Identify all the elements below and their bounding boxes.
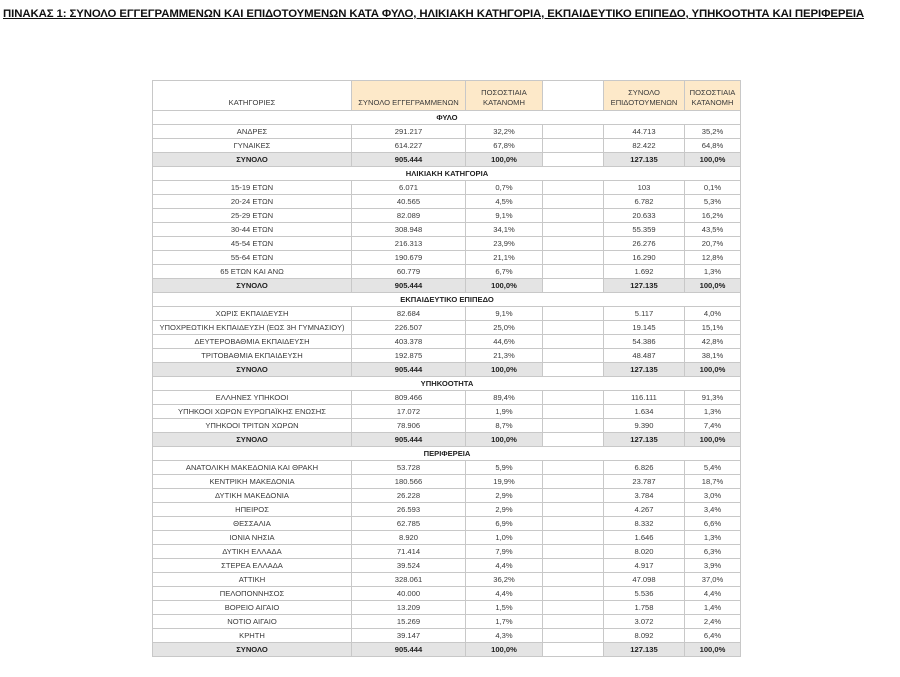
total-subsidized-total-cell: 127.135 [604, 363, 685, 377]
subsidized-total-cell: 4.917 [604, 559, 685, 573]
subsidized-total-cell: 82.422 [604, 139, 685, 153]
header-subsidized-total-line2: ΕΠΙΔΟΤΟΥΜΕΝΩΝ [610, 98, 678, 107]
category-cell: ΧΩΡΙΣ ΕΚΠΑΙΔΕΥΣΗ [153, 307, 352, 321]
registered-pct-cell: 6,9% [466, 517, 543, 531]
table-row [153, 489, 741, 503]
category-cell: ΚΕΝΤΡΙΚΗ ΜΑΚΕΔΟΝΙΑ [153, 475, 352, 489]
total-row [153, 153, 741, 167]
table-row [153, 209, 741, 223]
category-cell: 30-44 ΕΤΩΝ [153, 223, 352, 237]
total-category-cell: ΣΥΝΟΛΟ [153, 153, 352, 167]
total-registered-total-cell: 905.444 [352, 153, 466, 167]
total-registered-total-cell: 905.444 [352, 279, 466, 293]
spacer-cell [543, 559, 604, 573]
section-blank-cell [543, 111, 741, 125]
header-registered-total: ΣΥΝΟΛΟ ΕΓΓΕΓΡΑΜΜΕΝΩΝ [352, 81, 466, 111]
header-registered-pct-line1: ΠΟΣΟΣΤΙΑΙΑ [481, 88, 527, 97]
category-cell: ΔΥΤΙΚΗ ΕΛΛΑΔΑ [153, 545, 352, 559]
subsidized-total-cell: 54.386 [604, 335, 685, 349]
spacer-cell [543, 209, 604, 223]
header-subsidized-pct-line2: ΚΑΤΑΝΟΜΗ [691, 98, 734, 107]
subsidized-total-cell: 20.633 [604, 209, 685, 223]
total-subsidized-total-cell: 127.135 [604, 643, 685, 657]
total-registered-total-cell: 905.444 [352, 643, 466, 657]
total-category-cell: ΣΥΝΟΛΟ [153, 279, 352, 293]
spacer-cell [543, 615, 604, 629]
registered-total-cell: 78.906 [352, 419, 466, 433]
spacer-cell [543, 475, 604, 489]
section-blank-cell [543, 167, 741, 181]
table-row [153, 461, 741, 475]
registered-total-cell: 6.071 [352, 181, 466, 195]
registered-pct-cell: 4,5% [466, 195, 543, 209]
section-header-row [153, 111, 741, 125]
category-cell: ΑΝΑΤΟΛΙΚΗ ΜΑΚΕΔΟΝΙΑ ΚΑΙ ΘΡΑΚΗ [153, 461, 352, 475]
spacer-cell [543, 517, 604, 531]
section-title: ΗΛΙΚΙΑΚΗ ΚΑΤΗΓΟΡΙΑ [352, 167, 543, 181]
spacer-cell [543, 181, 604, 195]
table-row [153, 629, 741, 643]
statistics-table [152, 80, 741, 657]
table-header-row [153, 81, 741, 111]
subsidized-pct-cell: 42,8% [685, 335, 741, 349]
section-header-row [153, 377, 741, 391]
category-cell: ΒΟΡΕΙΟ ΑΙΓΑΙΟ [153, 601, 352, 615]
subsidized-pct-cell: 1,3% [685, 265, 741, 279]
spacer-cell [543, 153, 604, 167]
registered-total-cell: 82.089 [352, 209, 466, 223]
spacer-cell [543, 545, 604, 559]
total-row [153, 363, 741, 377]
subsidized-pct-cell: 3,4% [685, 503, 741, 517]
subsidized-pct-cell: 91,3% [685, 391, 741, 405]
registered-pct-cell: 0,7% [466, 181, 543, 195]
category-cell: 15-19 ΕΤΩΝ [153, 181, 352, 195]
registered-total-cell: 40.000 [352, 587, 466, 601]
spacer-cell [543, 307, 604, 321]
registered-total-cell: 71.414 [352, 545, 466, 559]
registered-pct-cell: 32,2% [466, 125, 543, 139]
registered-pct-cell: 4,4% [466, 559, 543, 573]
section-title: ΕΚΠΑΙΔΕΥΤΙΚΟ ΕΠΙΠΕΔΟ [352, 293, 543, 307]
header-categories: ΚΑΤΗΓΟΡΙΕΣ [153, 81, 352, 111]
subsidized-pct-cell: 6,4% [685, 629, 741, 643]
registered-total-cell: 180.566 [352, 475, 466, 489]
registered-total-cell: 60.779 [352, 265, 466, 279]
category-cell: 25-29 ΕΤΩΝ [153, 209, 352, 223]
registered-pct-cell: 1,7% [466, 615, 543, 629]
table-row [153, 181, 741, 195]
spacer-cell [543, 223, 604, 237]
section-blank-cell [153, 111, 352, 125]
section-blank-cell [153, 377, 352, 391]
section-title: ΦΥΛΟ [352, 111, 543, 125]
category-cell: ΥΠΟΧΡΕΩΤΙΚΗ ΕΚΠΑΙΔΕΥΣΗ (ΕΩΣ 3Η ΓΥΜΝΑΣΙΟΥ) [153, 321, 352, 335]
header-subsidized-pct-line1: ΠΟΣΟΣΤΙΑΙΑ [689, 88, 736, 97]
total-category-cell: ΣΥΝΟΛΟ [153, 433, 352, 447]
category-cell: 55-64 ΕΤΩΝ [153, 251, 352, 265]
registered-pct-cell: 9,1% [466, 307, 543, 321]
section-blank-cell [543, 447, 741, 461]
total-registered-pct-cell: 100,0% [466, 153, 543, 167]
subsidized-pct-cell: 37,0% [685, 573, 741, 587]
subsidized-pct-cell: 43,5% [685, 223, 741, 237]
subsidized-total-cell: 6.782 [604, 195, 685, 209]
subsidized-total-cell: 1.758 [604, 601, 685, 615]
subsidized-total-cell: 16.290 [604, 251, 685, 265]
total-category-cell: ΣΥΝΟΛΟ [153, 643, 352, 657]
table-row [153, 195, 741, 209]
registered-total-cell: 13.209 [352, 601, 466, 615]
subsidized-total-cell: 8.092 [604, 629, 685, 643]
subsidized-pct-cell: 4,0% [685, 307, 741, 321]
subsidized-pct-cell: 2,4% [685, 615, 741, 629]
spacer-cell [543, 587, 604, 601]
registered-pct-cell: 1,0% [466, 531, 543, 545]
registered-total-cell: 26.593 [352, 503, 466, 517]
table-row [153, 265, 741, 279]
registered-pct-cell: 36,2% [466, 573, 543, 587]
subsidized-pct-cell: 35,2% [685, 125, 741, 139]
category-cell: ΠΕΛΟΠΟΝΝΗΣΟΣ [153, 587, 352, 601]
table-row [153, 517, 741, 531]
subsidized-pct-cell: 3,0% [685, 489, 741, 503]
registered-pct-cell: 44,6% [466, 335, 543, 349]
table-row [153, 573, 741, 587]
section-blank-cell [153, 447, 352, 461]
registered-total-cell: 8.920 [352, 531, 466, 545]
subsidized-total-cell: 55.359 [604, 223, 685, 237]
registered-pct-cell: 5,9% [466, 461, 543, 475]
spacer-cell [543, 643, 604, 657]
registered-total-cell: 82.684 [352, 307, 466, 321]
category-cell: ΥΠΗΚΟΟΙ ΧΩΡΩΝ ΕΥΡΩΠΑΪΚΗΣ ΕΝΩΣΗΣ [153, 405, 352, 419]
section-title: ΥΠΗΚΟΟΤΗΤΑ [352, 377, 543, 391]
header-subsidized-pct [685, 81, 741, 111]
section-header-row [153, 167, 741, 181]
table-row [153, 419, 741, 433]
total-subsidized-total-cell: 127.135 [604, 433, 685, 447]
registered-pct-cell: 9,1% [466, 209, 543, 223]
table-row [153, 545, 741, 559]
subsidized-pct-cell: 6,3% [685, 545, 741, 559]
header-registered-pct-line2: ΚΑΤΑΝΟΜΗ [483, 98, 525, 107]
category-cell: ΑΝΔΡΕΣ [153, 125, 352, 139]
registered-pct-cell: 4,4% [466, 587, 543, 601]
spacer-cell [543, 503, 604, 517]
category-cell: ΔΕΥΤΕΡΟΒΑΘΜΙΑ ΕΚΠΑΙΔΕΥΣΗ [153, 335, 352, 349]
document-title: ΠΙΝΑΚΑΣ 1: ΣΥΝΟΛΟ ΕΓΓΕΓΡΑΜΜΕΝΩΝ ΚΑΙ ΕΠΙΔΟΤΟΥΜΕΝΩΝ ΚΑΤΑ ΦΥΛΟ, ΗΛΙΚΙΑΚΗ ΚΑΤΗΓΟΡΙΑ, ΕΚΠΑΙΔΕΥΤΙΚΟ ΕΠΙΠΕΔΟ, ΥΠΗΚΟΟΤΗΤΑ ΚΑΙ ΠΕΡΙΦΕΡΕΙΑ [3, 8, 865, 20]
table-row [153, 587, 741, 601]
subsidized-total-cell: 5.117 [604, 307, 685, 321]
section-header-row [153, 447, 741, 461]
subsidized-total-cell: 3.072 [604, 615, 685, 629]
category-cell: 20-24 ΕΤΩΝ [153, 195, 352, 209]
registered-total-cell: 15.269 [352, 615, 466, 629]
spacer-cell [543, 433, 604, 447]
spacer-cell [543, 139, 604, 153]
registered-total-cell: 26.228 [352, 489, 466, 503]
category-cell: ΣΤΕΡΕΑ ΕΛΛΑΔΑ [153, 559, 352, 573]
total-subsidized-pct-cell: 100,0% [685, 279, 741, 293]
subsidized-pct-cell: 4,4% [685, 587, 741, 601]
subsidized-total-cell: 23.787 [604, 475, 685, 489]
table-row [153, 559, 741, 573]
subsidized-total-cell: 103 [604, 181, 685, 195]
subsidized-total-cell: 1.634 [604, 405, 685, 419]
registered-total-cell: 17.072 [352, 405, 466, 419]
table-row [153, 125, 741, 139]
table-row [153, 391, 741, 405]
category-cell: ΙΟΝΙΑ ΝΗΣΙΑ [153, 531, 352, 545]
section-blank-cell [543, 293, 741, 307]
table-row [153, 307, 741, 321]
subsidized-total-cell: 26.276 [604, 237, 685, 251]
table-row [153, 601, 741, 615]
total-subsidized-pct-cell: 100,0% [685, 153, 741, 167]
table-row [153, 503, 741, 517]
table-row [153, 139, 741, 153]
category-cell: ΓΥΝΑΙΚΕΣ [153, 139, 352, 153]
table-row [153, 321, 741, 335]
registered-pct-cell: 6,7% [466, 265, 543, 279]
registered-total-cell: 190.679 [352, 251, 466, 265]
subsidized-pct-cell: 1,3% [685, 531, 741, 545]
spacer-cell [543, 279, 604, 293]
registered-total-cell: 308.948 [352, 223, 466, 237]
subsidized-pct-cell: 0,1% [685, 181, 741, 195]
registered-pct-cell: 1,5% [466, 601, 543, 615]
subsidized-total-cell: 48.487 [604, 349, 685, 363]
spacer-cell [543, 461, 604, 475]
spacer-cell [543, 265, 604, 279]
registered-pct-cell: 19,9% [466, 475, 543, 489]
subsidized-total-cell: 116.111 [604, 391, 685, 405]
section-title: ΠΕΡΙΦΕΡΕΙΑ [352, 447, 543, 461]
registered-pct-cell: 21,1% [466, 251, 543, 265]
total-registered-total-cell: 905.444 [352, 363, 466, 377]
spacer-cell [543, 531, 604, 545]
total-row [153, 643, 741, 657]
subsidized-total-cell: 5.536 [604, 587, 685, 601]
category-cell: ΤΡΙΤΟΒΑΘΜΙΑ ΕΚΠΑΙΔΕΥΣΗ [153, 349, 352, 363]
table-row [153, 237, 741, 251]
total-row [153, 279, 741, 293]
registered-pct-cell: 25,0% [466, 321, 543, 335]
subsidized-total-cell: 8.020 [604, 545, 685, 559]
registered-total-cell: 39.147 [352, 629, 466, 643]
subsidized-pct-cell: 1,4% [685, 601, 741, 615]
total-category-cell: ΣΥΝΟΛΟ [153, 363, 352, 377]
table-row [153, 531, 741, 545]
registered-total-cell: 39.524 [352, 559, 466, 573]
header-subsidized-total [604, 81, 685, 111]
category-cell: ΥΠΗΚΟΟΙ ΤΡΙΤΩΝ ΧΩΡΩΝ [153, 419, 352, 433]
subsidized-total-cell: 1.692 [604, 265, 685, 279]
section-blank-cell [153, 167, 352, 181]
registered-total-cell: 328.061 [352, 573, 466, 587]
spacer-cell [543, 601, 604, 615]
registered-total-cell: 403.378 [352, 335, 466, 349]
subsidized-total-cell: 1.646 [604, 531, 685, 545]
subsidized-total-cell: 44.713 [604, 125, 685, 139]
spacer-cell [543, 237, 604, 251]
subsidized-pct-cell: 5,3% [685, 195, 741, 209]
registered-pct-cell: 4,3% [466, 629, 543, 643]
category-cell: ΚΡΗΤΗ [153, 629, 352, 643]
spacer-cell [543, 629, 604, 643]
subsidized-total-cell: 19.145 [604, 321, 685, 335]
subsidized-pct-cell: 6,6% [685, 517, 741, 531]
subsidized-total-cell: 3.784 [604, 489, 685, 503]
total-subsidized-pct-cell: 100,0% [685, 433, 741, 447]
category-cell: ΝΟΤΙΟ ΑΙΓΑΙΟ [153, 615, 352, 629]
header-subsidized-total-line1: ΣΥΝΟΛΟ [628, 88, 660, 97]
subsidized-pct-cell: 18,7% [685, 475, 741, 489]
total-subsidized-total-cell: 127.135 [604, 279, 685, 293]
registered-total-cell: 226.507 [352, 321, 466, 335]
total-subsidized-total-cell: 127.135 [604, 153, 685, 167]
section-blank-cell [153, 293, 352, 307]
spacer-cell [543, 419, 604, 433]
spacer-cell [543, 195, 604, 209]
spacer-cell [543, 405, 604, 419]
total-registered-pct-cell: 100,0% [466, 279, 543, 293]
section-header-row [153, 293, 741, 307]
registered-total-cell: 192.875 [352, 349, 466, 363]
table-row [153, 349, 741, 363]
registered-total-cell: 614.227 [352, 139, 466, 153]
registered-total-cell: 216.313 [352, 237, 466, 251]
subsidized-pct-cell: 7,4% [685, 419, 741, 433]
subsidized-pct-cell: 15,1% [685, 321, 741, 335]
category-cell: 65 ΕΤΩΝ ΚΑΙ ΑΝΩ [153, 265, 352, 279]
table-row [153, 475, 741, 489]
subsidized-total-cell: 6.826 [604, 461, 685, 475]
category-cell: ΑΤΤΙΚΗ [153, 573, 352, 587]
registered-total-cell: 62.785 [352, 517, 466, 531]
registered-pct-cell: 8,7% [466, 419, 543, 433]
total-subsidized-pct-cell: 100,0% [685, 363, 741, 377]
spacer-cell [543, 573, 604, 587]
total-subsidized-pct-cell: 100,0% [685, 643, 741, 657]
spacer-cell [543, 391, 604, 405]
total-registered-pct-cell: 100,0% [466, 643, 543, 657]
table-row [153, 223, 741, 237]
registered-pct-cell: 2,9% [466, 503, 543, 517]
category-cell: ΗΠΕΙΡΟΣ [153, 503, 352, 517]
registered-total-cell: 809.466 [352, 391, 466, 405]
registered-total-cell: 291.217 [352, 125, 466, 139]
subsidized-total-cell: 9.390 [604, 419, 685, 433]
category-cell: ΘΕΣΣΑΛΙΑ [153, 517, 352, 531]
registered-pct-cell: 7,9% [466, 545, 543, 559]
category-cell: ΕΛΛΗΝΕΣ ΥΠΗΚΟΟΙ [153, 391, 352, 405]
table-row [153, 251, 741, 265]
table-row [153, 615, 741, 629]
table-row [153, 405, 741, 419]
subsidized-total-cell: 4.267 [604, 503, 685, 517]
subsidized-pct-cell: 5,4% [685, 461, 741, 475]
registered-pct-cell: 23,9% [466, 237, 543, 251]
spacer-cell [543, 335, 604, 349]
spacer-cell [543, 489, 604, 503]
subsidized-total-cell: 47.098 [604, 573, 685, 587]
subsidized-total-cell: 8.332 [604, 517, 685, 531]
registered-pct-cell: 34,1% [466, 223, 543, 237]
category-cell: ΔΥΤΙΚΗ ΜΑΚΕΔΟΝΙΑ [153, 489, 352, 503]
registered-pct-cell: 2,9% [466, 489, 543, 503]
subsidized-pct-cell: 20,7% [685, 237, 741, 251]
spacer-cell [543, 363, 604, 377]
subsidized-pct-cell: 1,3% [685, 405, 741, 419]
registered-total-cell: 53.728 [352, 461, 466, 475]
registered-total-cell: 40.565 [352, 195, 466, 209]
spacer-cell [543, 251, 604, 265]
subsidized-pct-cell: 64,8% [685, 139, 741, 153]
table-row [153, 335, 741, 349]
header-spacer [543, 81, 604, 111]
header-registered-pct [466, 81, 543, 111]
subsidized-pct-cell: 3,9% [685, 559, 741, 573]
spacer-cell [543, 125, 604, 139]
subsidized-pct-cell: 12,8% [685, 251, 741, 265]
registered-pct-cell: 67,8% [466, 139, 543, 153]
total-registered-pct-cell: 100,0% [466, 433, 543, 447]
spacer-cell [543, 349, 604, 363]
subsidized-pct-cell: 16,2% [685, 209, 741, 223]
total-registered-pct-cell: 100,0% [466, 363, 543, 377]
registered-pct-cell: 89,4% [466, 391, 543, 405]
subsidized-pct-cell: 38,1% [685, 349, 741, 363]
total-row [153, 433, 741, 447]
category-cell: 45-54 ΕΤΩΝ [153, 237, 352, 251]
section-blank-cell [543, 377, 741, 391]
registered-pct-cell: 1,9% [466, 405, 543, 419]
spacer-cell [543, 321, 604, 335]
total-registered-total-cell: 905.444 [352, 433, 466, 447]
registered-pct-cell: 21,3% [466, 349, 543, 363]
